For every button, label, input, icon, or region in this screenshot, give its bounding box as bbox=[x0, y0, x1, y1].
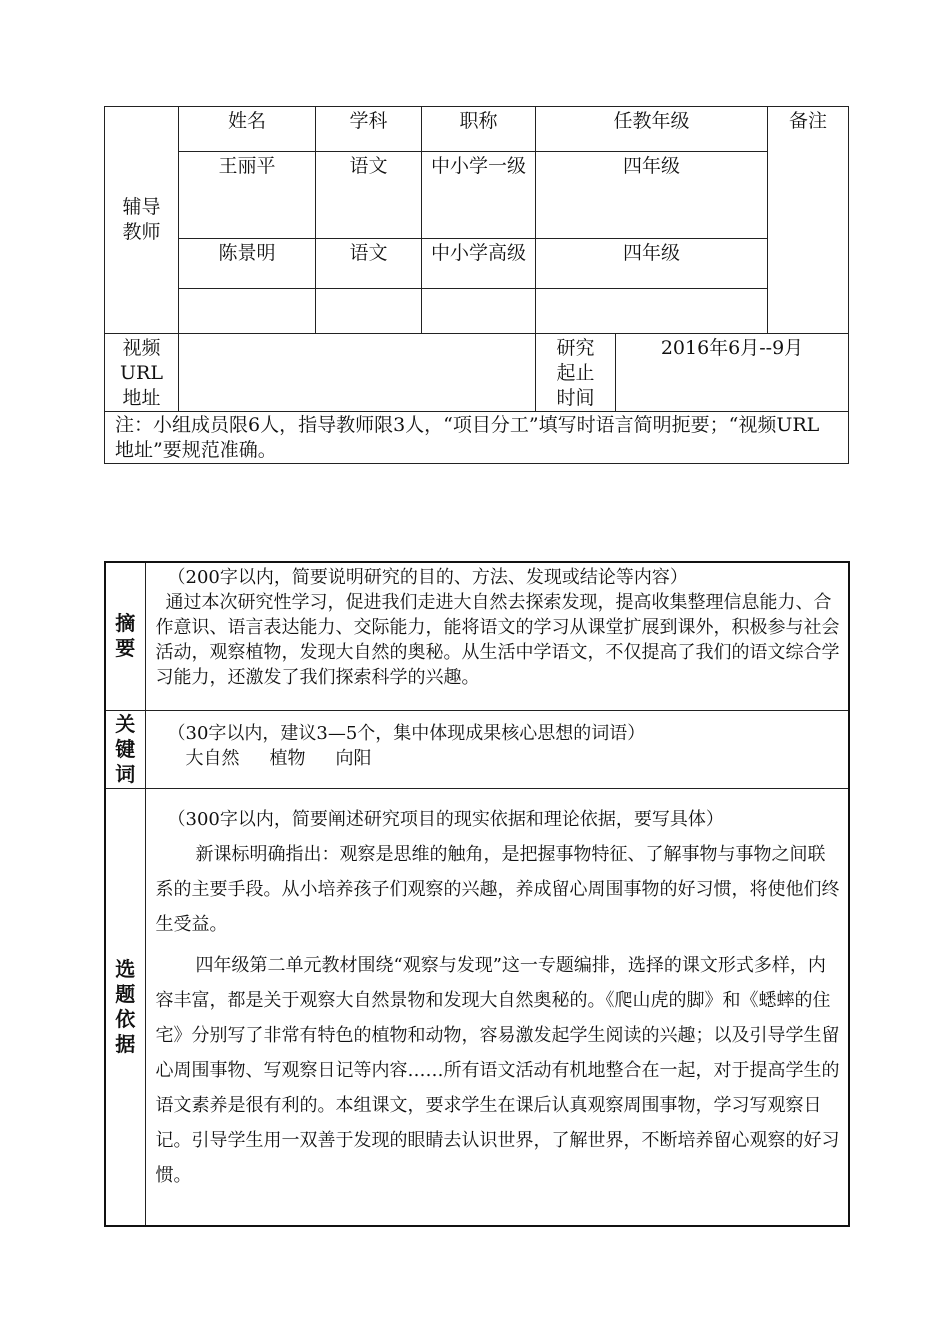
teacher-grade: 四年级 bbox=[536, 152, 768, 239]
abstract-text: 通过本次研究性学习，促进我们走进大自然去探索发现，提高收集整理信息能力、合作意识、语言表达能力、交际能力，能将语文的学习从课堂扩展到课外，积极参与社会活动，观察植物，发现大自然的奥秘。从生活中学语文，不仅提高了我们的语文综合学习能力，还激发了我们探索科学的兴趣。 bbox=[155, 592, 840, 688]
project-summary-table bbox=[104, 561, 850, 1227]
keywords-label: 关键词 bbox=[105, 710, 145, 788]
teacher-name bbox=[179, 289, 316, 334]
advisor-section-label: 辅导 教师 bbox=[105, 107, 179, 334]
research-period-value: 2016年6月--9月 bbox=[616, 334, 849, 412]
research-period-label: 研究起止时间 bbox=[536, 334, 616, 412]
teacher-title: 中小学高级 bbox=[422, 239, 536, 289]
basis-content bbox=[145, 788, 849, 1226]
basis-label: 选题依据 bbox=[105, 788, 145, 1226]
basis-paragraph-1: 新课标明确指出：观察是思维的触角，是把握事物特征、了解事物与事物之间联系的主要手段。从小培养孩子们观察的兴趣，养成留心周围事物的好习惯，将使他们终生受益。 bbox=[155, 843, 840, 935]
teacher-subject: 语文 bbox=[316, 239, 422, 289]
teacher-subject: 语文 bbox=[316, 152, 422, 239]
header-subject: 学科 bbox=[316, 107, 422, 152]
keyword: 大自然 bbox=[185, 747, 240, 769]
keywords-content bbox=[145, 710, 849, 788]
teacher-title bbox=[422, 289, 536, 334]
header-title: 职称 bbox=[422, 107, 536, 152]
abstract-hint: （200字以内，简要说明研究的目的、方法、发现或结论等内容） bbox=[167, 567, 688, 588]
basis-paragraph-2: 四年级第二单元教材围绕“观察与发现”这一专题编排，选择的课文形式多样，内容丰富，都是关于观察大自然景物和发现大自然奥秘的。《爬山虎的脚》和《蟋蟀的住宅》分别写了非常有特色的植物和动物，容易激发起学生阅读的兴趣；以及引导学生留心周围事物、写观察日记等内容……所有语文活动有机地整合在一起，对于提高学生的语文素养是很有利的。本组课文，要求学生在课后认真观察周围事物，学习写观察日记。引导学生用一双善于发现的眼睛去认识世界，了解世界，不断培养留心观察的好习惯。 bbox=[155, 954, 840, 1186]
video-url-value bbox=[179, 334, 536, 412]
teacher-grade bbox=[536, 289, 768, 334]
basis-hint: （300字以内，简要阐述研究项目的现实依据和理论依据，要写具体） bbox=[167, 808, 724, 830]
teacher-name: 陈景明 bbox=[179, 239, 316, 289]
header-name: 姓名 bbox=[179, 107, 316, 152]
keyword: 向阳 bbox=[335, 747, 372, 769]
keywords-hint: （30字以内，建议3—5个，集中体现成果核心思想的词语） bbox=[167, 722, 646, 744]
teacher-info-table bbox=[104, 106, 849, 464]
table-note: 注：小组成员限6人，指导教师限3人，“项目分工”填写时语言简明扼要；“视频URL地址”要规范准确。 bbox=[105, 412, 849, 464]
header-remarks: 备注 bbox=[768, 107, 849, 334]
keywords-list bbox=[156, 746, 843, 771]
abstract-content bbox=[145, 562, 849, 710]
teacher-subject bbox=[316, 289, 422, 334]
teacher-name: 王丽平 bbox=[179, 152, 316, 239]
keyword: 植物 bbox=[269, 747, 306, 769]
video-url-label: 视频URL地址 bbox=[105, 334, 179, 412]
abstract-label: 摘要 bbox=[105, 562, 145, 710]
header-grade: 任教年级 bbox=[536, 107, 768, 152]
teacher-title: 中小学一级 bbox=[422, 152, 536, 239]
teacher-grade: 四年级 bbox=[536, 239, 768, 289]
